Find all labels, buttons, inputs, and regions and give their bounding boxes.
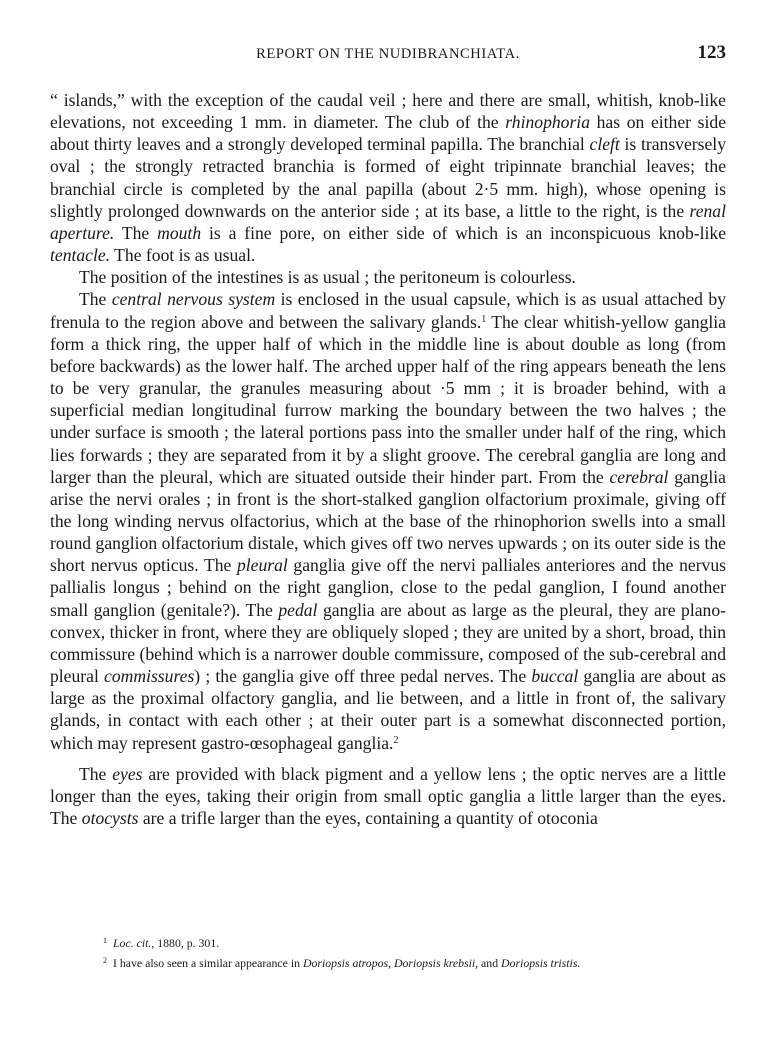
footnote-ref: 2 xyxy=(393,734,399,746)
italic-term: otocysts xyxy=(81,808,139,828)
text-run: has on either side about thirty leaves and a strongly developed terminal papilla. The branchial xyxy=(50,112,726,155)
footnote-mark: 1 xyxy=(103,936,107,945)
text-run: The clear whitish-yellow ganglia form a thick ring, the upper half of which in the middle line is about double as long (from before backwards) as the lower half. The arched upper half of the ring appears beneath the lens to be very granular, the granules measuring about ·5 mm ; it is broader behind, with a superficial median longitudinal furrow marking the boundary between the two halves ; the under surface is smooth ; the lateral portions pass into the smaller under half of the ring, which lies forwards ; they are separated from it by a slight groove. The cerebral ganglia are long and larger than the pleural, which are situated outside their hinder part. From the xyxy=(50,311,726,487)
text-run: ganglia are about as large as the proximal olfactory ganglia, and lie between, and a little in front of, the salivary glands, in contact with each other ; at their outer part is a somewhat disconnected portion, which may represent gastro-œsophageal ganglia. xyxy=(50,666,726,753)
italic-term: commissures xyxy=(104,666,195,687)
footnotes xyxy=(103,932,733,972)
italic-term: rhinophoria xyxy=(505,112,590,133)
italic-term: renal aperture. xyxy=(50,200,726,243)
text-run: ) ; the ganglia give off three pedal nerves. The xyxy=(194,666,532,687)
paragraph-intestines xyxy=(50,266,726,288)
page-header xyxy=(50,42,726,72)
text-run: ganglia arise the nervi orales ; in front is the short-stalked ganglion olfactorium proximale, giving off the long winding nervus olfactorius, which at the base of the rhinophorion swells into a small round ganglion olfactorium distale, which gives off two nerves upwards ; on its outer side is the short nervus opticus. The xyxy=(50,466,726,576)
italic-term: Doriopsis tristis. xyxy=(501,956,581,970)
running-title: REPORT ON THE NUDIBRANCHIATA. xyxy=(256,46,520,62)
text-run: are provided with black pigment and a yellow lens ; the optic nerves are a little longer than the eyes, taking their origin from small optic ganglia a little larger than the eyes. The xyxy=(50,763,726,828)
paragraph-caudal-veil xyxy=(50,89,726,266)
text-run: , 1880, p. 301. xyxy=(151,936,220,950)
text-run: I have also seen a similar appearance in xyxy=(113,956,303,970)
italic-term: pedal xyxy=(278,599,318,620)
text-run: is transversely oval ; the strongly retracted branchia is formed of eight tripinnate branchial leaves; the branchial circle is completed by the anal papilla (about 2·5 mm. high), whose opening is slightly prolonged downwards on the anterior side ; at its base, a little to the right, is the xyxy=(50,134,726,221)
body-text xyxy=(50,89,726,829)
text-run: are a trifle larger than the eyes, containing a quantity of otoconia xyxy=(138,808,598,828)
italic-term: eyes xyxy=(112,763,143,784)
text-run: “ islands,” with the exception of the caudal veil ; here and there are small, whitish, knob-like elevations, not exceeding 1 mm. in diameter. The club of the xyxy=(50,90,726,133)
paragraph-eyes xyxy=(50,763,726,829)
page-number: 123 xyxy=(697,42,726,63)
text-run: The xyxy=(79,763,113,784)
italic-term: pleural xyxy=(236,555,288,576)
footnote xyxy=(103,932,733,952)
text-run: is a fine pore, on either side of which is an inconspicuous knob-like xyxy=(201,222,726,243)
italic-term: buccal xyxy=(531,666,579,687)
italic-term: tentacle. xyxy=(50,245,111,266)
italic-term: cerebral xyxy=(609,466,669,487)
text-run: The xyxy=(114,222,158,243)
text-run: is enclosed in the usual capsule, which is as usual attached by frenula to the region above and between the salivary glands. xyxy=(50,289,726,332)
paragraph-nervous-system xyxy=(50,288,726,753)
italic-term: mouth xyxy=(157,222,202,243)
text-run: ganglia give off the nervi palliales anteriores and the nervus pallialis longus ; behind on the right ganglion, close to the pedal ganglion, I found another small ganglion (genitale?). The xyxy=(50,555,726,620)
footnote xyxy=(103,952,733,972)
text-run: The xyxy=(79,289,112,310)
footnote-mark: 2 xyxy=(103,956,107,965)
italic-term: Loc. cit. xyxy=(113,936,152,950)
text-run: The foot is as usual. xyxy=(110,245,256,266)
italic-term: central nervous system xyxy=(111,289,276,310)
text-run: The position of the intestines is as usual ; the peritoneum is colourless. xyxy=(79,267,576,288)
italic-term: Doriopsis atropos, Doriopsis krebsii, xyxy=(302,956,479,970)
text-run: and xyxy=(478,956,502,970)
text-run: ganglia are about as large as the pleural, they are plano-convex, thicker in front, where they are obliquely sloped ; they are united by a short, broad, thin commissure (behind which is a narrower double commissure, composed of the sub-cerebral and pleural xyxy=(50,599,726,687)
italic-term: cleft xyxy=(589,134,620,155)
footnote-ref: 1 xyxy=(481,313,487,325)
